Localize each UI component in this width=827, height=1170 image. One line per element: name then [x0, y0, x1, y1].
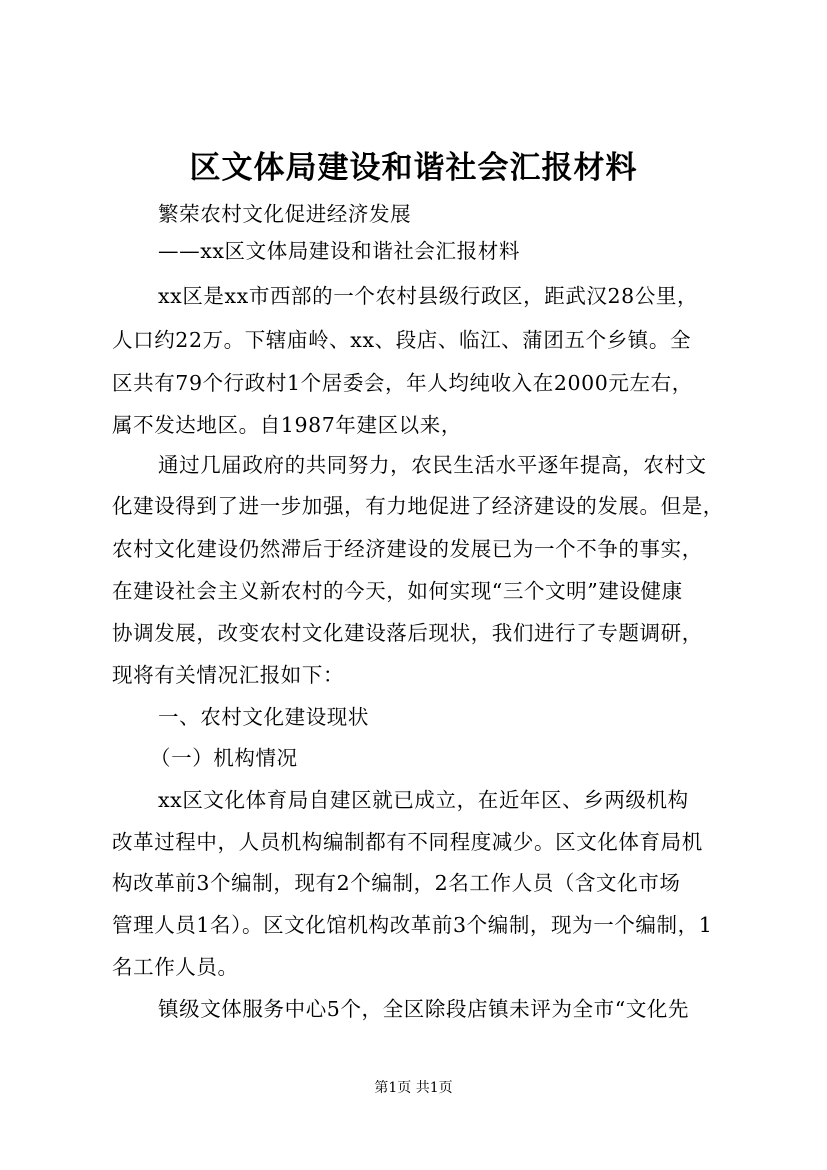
paragraph-line: 现将有关情况汇报如下：: [112, 663, 345, 687]
section-heading: 一、农村文化建设现状: [158, 705, 369, 729]
paragraph-line: 农村文化建设仍然滞后于经济建设的发展已为一个不争的事实，: [112, 537, 703, 561]
paragraph-line: ——xx区文体局建设和谐社会汇报材料: [158, 239, 520, 263]
paragraph-line: 人口约22万。下辖庙岭、xx、段店、临江、蒲团五个乡镇。全: [112, 328, 692, 352]
paragraph-line: 化建设得到了进一步加强，有力地促进了经济建设的发展。但是，: [112, 494, 724, 518]
paragraph-line: 管理人员1名）。区文化馆机构改革前3个编制，现为一个编制，1: [112, 913, 713, 937]
subsection-heading: （一）机构情况: [150, 746, 298, 770]
document-title: 区文体局建设和谐社会汇报材料: [189, 150, 638, 186]
paragraph-line: 通过几届政府的共同努力，农民生活水平逐年提高，农村文: [158, 453, 707, 477]
paragraph-line: xx区文化体育局自建区就已成立，在近年区、乡两级机构: [158, 788, 689, 812]
paragraph-line: 名工作人员。: [112, 955, 239, 979]
paragraph-line: xx区是xx市西部的一个农村县级行政区，距武汉28公里，: [158, 284, 699, 308]
paragraph-line: 镇级文体服务中心5个，全区除段店镇未评为全市“文化先: [158, 997, 690, 1021]
paragraph-line: 区共有79个行政村1个居委会，年人均纯收入在2000元左右，: [112, 371, 693, 395]
paragraph-line: 构改革前3个编制，现有2个编制，2名工作人员（含文化市场: [112, 871, 681, 895]
paragraph-line: 繁荣农村文化促进经济发展: [158, 202, 412, 226]
paragraph-line: 改革过程中，人员机构编制都有不同程度减少。区文化体育局机: [112, 830, 703, 854]
paragraph-line: 协调发展，改变农村文化建设落后现状，我们进行了专题调研，: [112, 621, 703, 645]
page-footer: 第1页 共1页: [374, 1080, 453, 1096]
paragraph-line: 在建设社会主义新农村的今天，如何实现“三个文明”建设健康: [112, 579, 683, 603]
paragraph-line: 属不发达地区。自1987年建区以来，: [112, 413, 462, 437]
